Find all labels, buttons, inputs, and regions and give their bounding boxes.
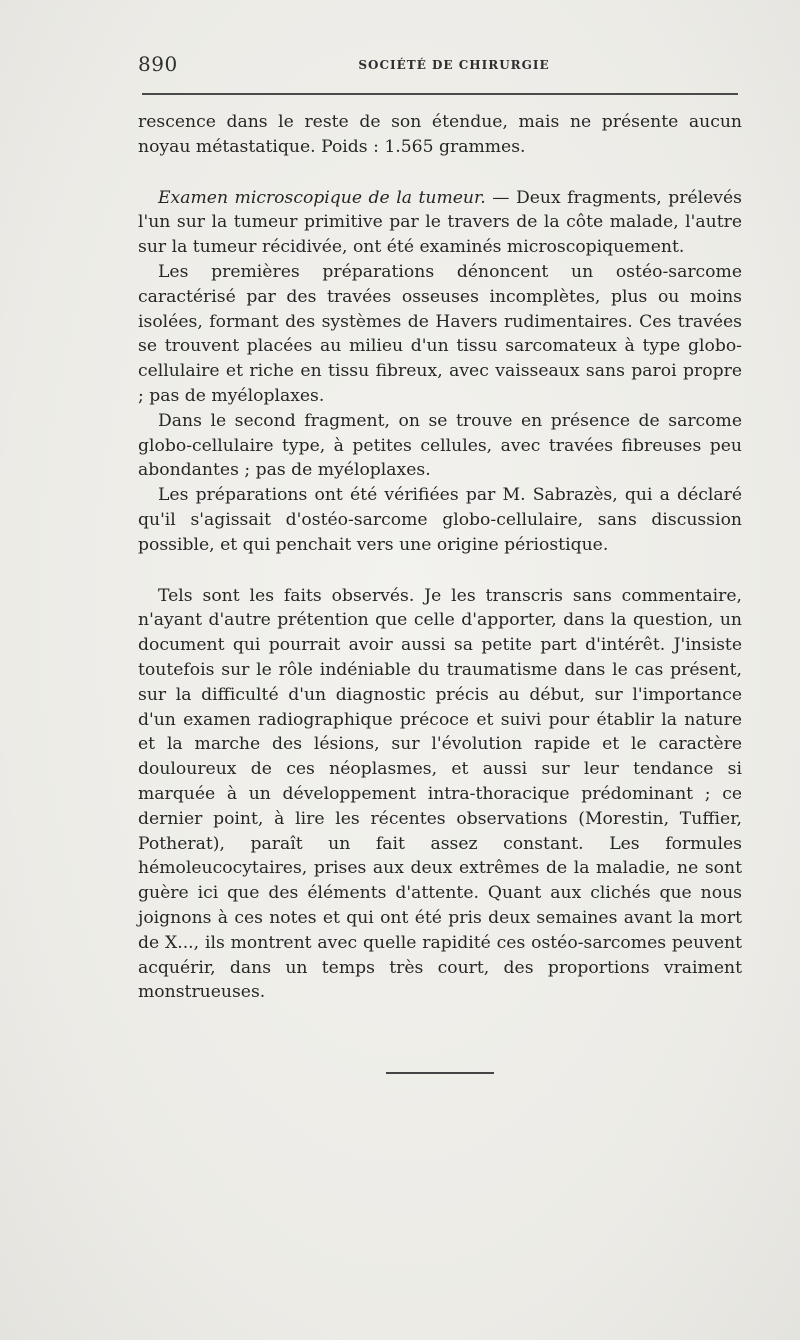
body-text — [138, 110, 742, 1005]
section-heading-italic: Examen microscopique de la tumeur. — [158, 187, 486, 208]
page-number: 890 — [138, 52, 178, 76]
paragraph-continuation: rescence dans le reste de son étendue, mais ne présente aucun noyau métastatique. Poids : 1.565 grammes. — [138, 112, 742, 157]
paragraph-conclusion: Tels sont les faits observés. Je les transcris sans commentaire, n'ayant d'autre prétention que celle d'apporter, dans la question, un document qui pourrait avoir aussi sa petite part d'intérêt. J'insiste toutefois sur le rôle indéniable du traumatisme dans le cas présent, sur la difficulté d'un diagnostic précis au début, sur l'importance d'un examen radiographique précoce et suivi pour établir la nature et la marche des lésions, sur l'évolution rapide et le caractère douloureux de ces néoplasmes, et aussi sur leur tendance si marquée à un développement intra-thoracique prédominant ; ce dernier point, à lire les récentes observations (Morestin, Tuffier, Potherat), paraît un fait assez constant. Les formules hémoleucocytaires, prises aux deux extrêmes de la maladie, ne sont guère ici que des éléments d'attente. Quant aux clichés que nous joignons à ces notes et qui ont été pris deux semaines avant la mort de X..., ils montrent avec quelle rapidité ces ostéo-sarcomes peuvent acquérir, dans un temps très court, des proportions vraiment monstrueuses. — [138, 585, 742, 1003]
end-rule — [386, 1072, 494, 1074]
paragraph-second-fragment: Dans le second fragment, on se trouve en présence de sarcome globo-cellulaire type, à petites cellules, avec travées fibreuses peu abondantes ; pas de myéloplaxes. — [138, 410, 742, 481]
paragraph-microscopic-exam — [138, 186, 742, 260]
paragraph-microscopic-exam-text: — Deux fragments, prélevés l'un sur la tumeur primitive par le travers de la côte malade, l'autre sur la tumeur récidivée, ont été examinés microscopiquement. — [138, 187, 743, 258]
running-title: SOCIÉTÉ DE CHIRURGIE — [358, 58, 550, 72]
paragraph-first-preparations: Les premières préparations dénoncent un ostéo-sarcome caractérisé par des travées osseuses incomplètes, plus ou moins isolées, formant des systèmes de Havers rudimentaires. Ces travées se trouvent placées au milieu d'un tissu sarcomateux à type globo-cellulaire et riche en tissu fibreux, avec vaisseaux sans paroi propre ; pas de myéloplaxes. — [138, 261, 742, 406]
paragraph-verification: Les préparations ont été vérifiées par M. Sabrazès, qui a déclaré qu'il s'agissait d'ostéo-sarcome globo-cellulaire, sans discussion possible, et qui penchait vers une origine périostique. — [138, 485, 742, 555]
header-rule — [142, 93, 738, 95]
page-header — [138, 52, 740, 78]
